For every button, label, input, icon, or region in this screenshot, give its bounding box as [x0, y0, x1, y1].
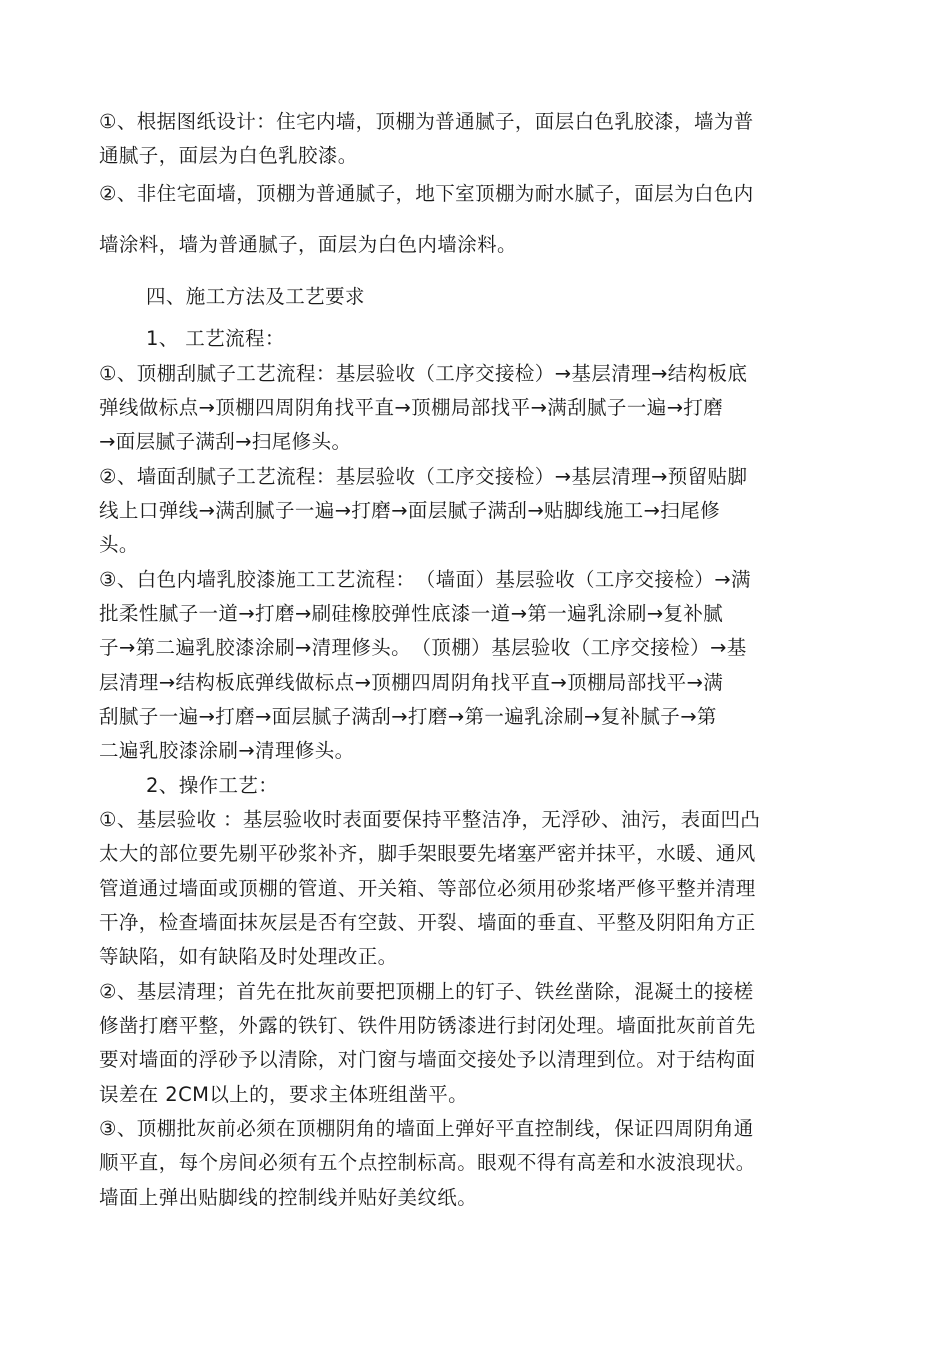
text-line: 墙面上弹出贴脚线的控制线并贴好美纹纸。 — [99, 1186, 478, 1209]
text-line: 层清理→结构板底弹线做标点→顶棚四周阴角找平直→顶棚局部找平→满 — [99, 671, 724, 694]
text-line: 干净，检查墙面抹灰层是否有空鼓、开裂、墙面的垂直、平整及阴阳角方正 — [99, 911, 756, 934]
text-line: ②、墙面刮腻子工艺流程：基层验收（工序交接检）→基层清理→预留贴脚 — [99, 465, 748, 488]
text-line: 要对墙面的浮砂予以清除，对门窗与墙面交接处予以清理到位。对于结构面 — [99, 1048, 756, 1071]
text-line: ②、非住宅面墙，顶棚为普通腻子，地下室顶棚为耐水腻子，面层为白色内 — [99, 182, 754, 205]
text-line: 弹线做标点→顶棚四周阴角找平直→顶棚局部找平→满刮腻子一遍→打磨 — [99, 396, 724, 419]
text-line: 墙涂料，墙为普通腻子，面层为白色内墙涂料。 — [99, 233, 517, 256]
subsection-heading: 1、 工艺流程： — [146, 327, 285, 350]
text-line: ①、根据图纸设计：住宅内墙，顶棚为普通腻子，面层白色乳胶漆，墙为普 — [99, 110, 754, 133]
text-line: 子→第二遍乳胶漆涂刷→清理修头。 （顶棚）基层验收（工序交接检）→基 — [99, 636, 747, 659]
subsection-heading: 2、操作工艺： — [146, 774, 279, 797]
text-line: 误差在 2CM以上的，要求主体班组凿平。 — [99, 1083, 469, 1106]
text-line: 二遍乳胶漆涂刷→清理修头。 — [99, 739, 355, 762]
text-line: 顺平直，每个房间必须有五个点控制标高。眼观不得有高差和水波浪现状。 — [99, 1151, 756, 1174]
text-line: 等缺陷，如有缺陷及时处理改正。 — [99, 945, 398, 968]
text-line: 通腻子，面层为白色乳胶漆。 — [99, 144, 358, 167]
text-line: 线上口弹线→满刮腻子一遍→打磨→面层腻子满刮→贴脚线施工→扫尾修 — [99, 499, 720, 522]
text-line: 头。 — [99, 533, 139, 556]
text-line: →面层腻子满刮→扫尾修头。 — [99, 430, 352, 453]
text-line: ③、白色内墙乳胶漆施工工艺流程： （墙面）基层验收（工序交接检）→满 — [99, 568, 751, 591]
text-line: 批柔性腻子一道→打磨→刷硅橡胶弹性底漆一道→第一遍乳涂刷→复补腻 — [99, 602, 724, 625]
text-line: ②、基层清理；首先在批灰前要把顶棚上的钉子、铁丝凿除，混凝土的接槎 — [99, 980, 754, 1003]
section-heading: 四、施工方法及工艺要求 — [146, 285, 365, 308]
text-line: ③、顶棚批灰前必须在顶棚阴角的墙面上弹好平直控制线，保证四周阴角通 — [99, 1117, 754, 1140]
text-line: ①、顶棚刮腻子工艺流程：基层验收（工序交接检）→基层清理→结构板底 — [99, 362, 748, 385]
text-line: 修凿打磨平整，外露的铁钉、铁件用防锈漆进行封闭处理。墙面批灰前首先 — [99, 1014, 756, 1037]
text-line: 管道通过墙面或顶棚的管道、开关箱、等部位必须用砂浆堵严修平整并清理 — [99, 877, 756, 900]
text-line: ①、基层验收 ：基层验收时表面要保持平整洁净，无浮砂、油污，表面凹凸 — [99, 808, 761, 831]
text-line: 刮腻子一遍→打磨→面层腻子满刮→打磨→第一遍乳涂刷→复补腻子→第 — [99, 705, 717, 728]
text-line: 太大的部位要先剔平砂浆补齐，脚手架眼要先堵塞严密并抹平，水暖、通风 — [99, 842, 756, 865]
